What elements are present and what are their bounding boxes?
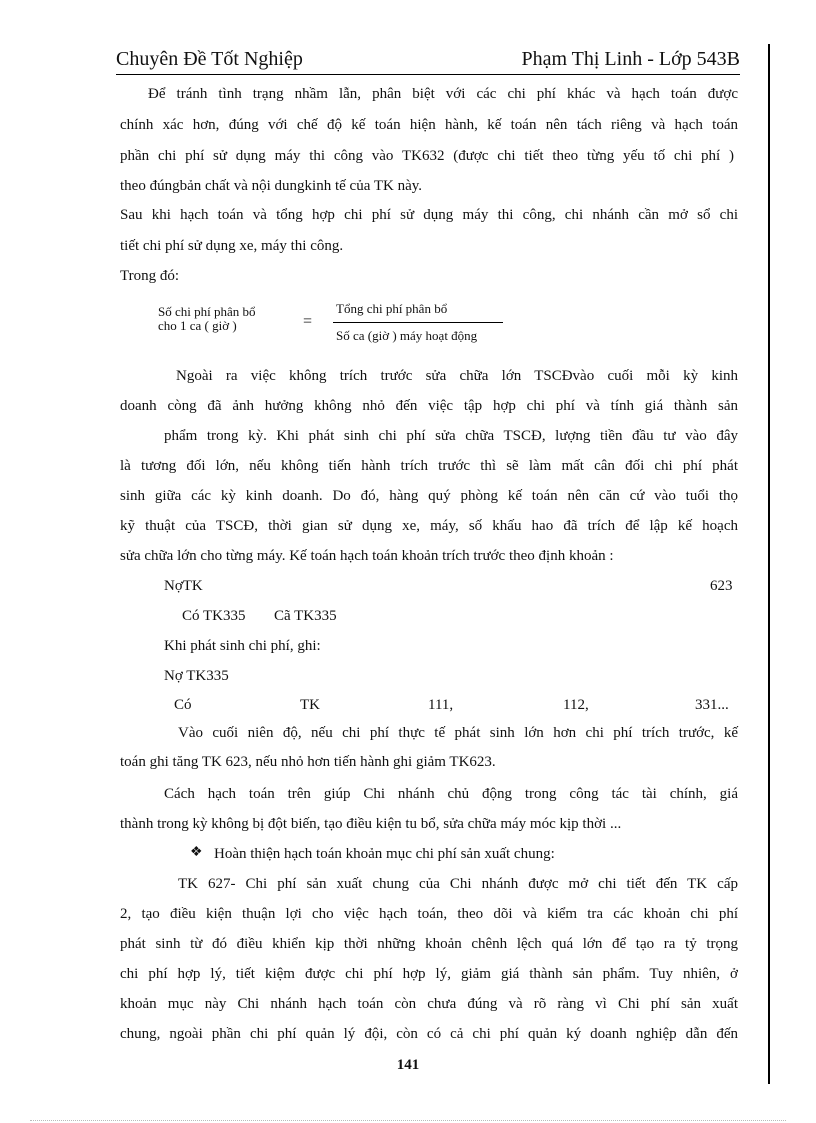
page-header (116, 48, 740, 75)
text-line: phát sinh từ đó điều khiển kịp thời những khoản chênh lệch quá lớn để tạo ra tỷ trọng (120, 936, 738, 952)
formula-left-line1: Số chi phí phân bổ (158, 304, 256, 319)
text-line: tiết chi phí sử dụng xe, máy thi công. (120, 238, 344, 254)
text-line: phẩm trong kỳ. Khi phát sinh chi phí sửa chữa TSCĐ, lượng tiền đầu tư vào đây (164, 428, 738, 444)
text-line: Để tránh tình trạng nhầm lẫn, phân biệt với các chi phí khác và hạch toán được (148, 86, 738, 102)
text-line: Ngoài ra việc không trích trước sửa chữa lớn TSCĐvào cuối mỗi kỳ kinh (176, 368, 738, 384)
text-line: Sau khi hạch toán và tổng hợp chi phí sử dụng máy thi công, chi nhánh cần mở sổ chi (120, 207, 738, 223)
text-line: Vào cuối niên độ, nếu chi phí thực tế phát sinh lớn hơn chi phí trích trước, kế (178, 725, 738, 741)
formula-numerator: Tổng chi phí phân bổ (336, 301, 448, 316)
section-heading: Hoàn thiện hạch toán khoản mục chi phí sản xuất chung: (214, 846, 555, 862)
text-line: TK 627- Chi phí sản xuất chung của Chi nhánh được mở chi tiết đến TK cấp (178, 876, 738, 892)
text-line: chung, ngoài phần chi phí quản lý đội, còn có cả chi phí quản ký doanh nghiệp dẫn đến (120, 1026, 738, 1042)
text-line: chính xác hơn, đúng với chế độ kế toán hiện hành, kế toán nên tách riêng và hạch toán (120, 117, 738, 133)
fraction-line (333, 322, 503, 323)
text-line: phần chi phí sử dụng máy thi công vào TK632 (được chi tiết theo từng yếu tố chi phí ) (120, 148, 734, 164)
text-line: Cách hạch toán trên giúp Chi nhánh chủ động trong công tác tài chính, giá (164, 786, 738, 802)
formula-denominator: Số ca (giờ ) máy hoạt động (336, 328, 478, 343)
entry-co-tk335: Có TK335 (182, 608, 246, 624)
text-line: kỹ thuật của TSCĐ, thời gian sử dụng xe, máy, số khấu hao đã trích để lập kế hoạch (120, 518, 738, 534)
entry-ca-tk335: Cã TK335 (274, 608, 337, 624)
text-line: chi phí hợp lý, tiết kiệm được chi phí hợp lý, giảm giá thành sản phẩm. Tuy nhiên, ở (120, 966, 738, 982)
text-line: sửa chữa lớn cho từng máy. Kế toán hạch toán khoản trích trước theo định khoản : (120, 548, 614, 564)
entry-co: Có (174, 697, 192, 713)
text-line: Trong đó: (120, 268, 180, 284)
entry-331: 331... (695, 697, 729, 713)
formula-left-line2: cho 1 ca ( giờ ) (158, 318, 237, 333)
entry-111: 111, (428, 697, 454, 713)
header-author: Phạm Thị Linh - Lớp 543B (521, 48, 740, 70)
text-line: là tương đối lớn, nếu không tiến hành trích trước thì sẽ làm mất cân đối chi phí phát (120, 458, 738, 474)
text-line: toán ghi tăng TK 623, nếu nhỏ hơn tiến hành ghi giảm TK623. (120, 754, 496, 770)
entry-khi-phat-sinh: Khi phát sinh chi phí, ghi: (164, 638, 321, 654)
text-line: 2, tạo điều kiện thuận lợi cho việc hạch toán, theo dõi và kiểm tra các khoản chi phí (120, 906, 738, 922)
page-number: 141 (396, 1057, 420, 1073)
text-line: sinh giữa các kỳ kinh doanh. Do đó, hàng quý phòng kế toán nên căn cứ vào tuổi thọ (120, 488, 738, 504)
entry-tk: TK (300, 697, 320, 713)
entry-no-tk-number: 623 (710, 578, 733, 594)
entry-no-tk: NợTK (164, 578, 203, 594)
entry-112: 112, (563, 697, 589, 713)
page-bottom-divider (30, 1120, 786, 1121)
formula-equals: = (303, 313, 313, 330)
entry-no-tk335: Nợ TK335 (164, 668, 229, 684)
text-line: doanh còng đã ảnh hưởng không nhỏ đến việc tập hợp chi phí và tính giá thành sản (120, 398, 738, 414)
text-line: thành trong kỳ không bị đột biến, tạo điều kiện tu bổ, sửa chữa máy móc kịp thời ... (120, 816, 622, 832)
text-line: theo đúngbản chất và nội dungkinh tế của TK này. (120, 178, 423, 194)
text-line: khoản mục này Chi nhánh hạch toán còn chưa đúng và rõ ràng vì Chi phí sản xuất (120, 996, 738, 1012)
header-title: Chuyên Đề Tốt Nghiệp (116, 48, 303, 70)
diamond-bullet-icon: ❖ (190, 845, 203, 860)
